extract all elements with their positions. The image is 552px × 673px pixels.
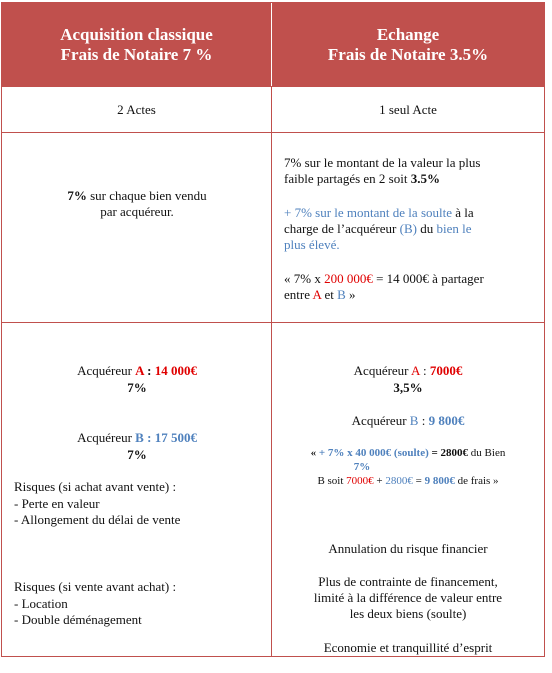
detail-classic-acqB-sep: : xyxy=(143,430,155,445)
detail-exchange-acqA-sep: : xyxy=(419,363,430,378)
header-exchange-subtitle: Frais de Notaire 3.5% xyxy=(327,44,489,64)
frais-exchange-eleve: plus élevé. xyxy=(284,237,340,252)
detail-exchange-acqB xyxy=(272,413,544,429)
frais-exchange-p2t3: du xyxy=(416,221,437,236)
frais-exchange-p2t1: à la xyxy=(452,205,474,220)
frais-exchange-soulte: + 7% sur le montant de la soulte xyxy=(284,205,452,220)
formula-l2-total: 9 800€ xyxy=(424,475,455,487)
frais-exchange-a: A xyxy=(312,287,322,302)
formula-l2-plus: + xyxy=(373,475,386,487)
risk2-item2: - Double déménagement xyxy=(14,612,142,627)
frais-classic-text1: sur chaque bien vendu xyxy=(86,188,207,203)
formula-open: « xyxy=(310,447,319,459)
frais-exchange-p3-line1 xyxy=(284,271,484,287)
contrainte-line2: limité à la différence de valeur entre xyxy=(313,590,503,605)
frais-exchange-p1-line2 xyxy=(284,171,440,187)
detail-classic-acqB-letter: B xyxy=(135,430,144,445)
frais-exchange-et: et xyxy=(321,287,338,302)
detail-exchange-acqA-value: 7000€ xyxy=(429,363,463,378)
detail-exchange-acqB-sep: : xyxy=(418,413,429,428)
frais-exchange-amount: 200 000€ xyxy=(324,271,373,286)
frais-exchange-p1-rate: 3.5% xyxy=(410,171,440,186)
frais-exchange-p3t3: entre xyxy=(284,287,313,302)
formula-l2-t1: B soit xyxy=(317,475,347,487)
frais-exchange-p3t2: = 14 000€ à partager xyxy=(372,271,484,286)
risk1-title: Risques (si achat avant vente) : xyxy=(14,479,177,494)
contrainte-line3: les deux biens (soulte) xyxy=(349,606,467,621)
risk2-item1: - Location xyxy=(14,596,68,611)
frais-exchange-p2-line1 xyxy=(284,205,474,221)
detail-classic-acqA-pct: 7% xyxy=(127,380,147,395)
frais-exchange-bletter: B xyxy=(337,287,346,302)
detail-exchange-acqB-value: 9 800€ xyxy=(428,413,465,428)
table-row-detail xyxy=(2,322,544,656)
detail-exchange-acqA xyxy=(272,363,544,379)
formula-l2-end: de frais » xyxy=(454,475,499,487)
detail-exchange-acqB-label: Acquéreur xyxy=(351,413,410,428)
frais-exchange-b: (B) xyxy=(399,221,417,236)
frais-exchange-p3end: » xyxy=(345,287,356,302)
cell-detail-classic xyxy=(2,323,272,656)
cell-actes-classic xyxy=(2,87,272,132)
risk2-title: Risques (si vente avant achat) : xyxy=(14,579,177,594)
detail-classic-acqA-value: 14 000€ xyxy=(154,363,197,378)
cell-actes-exchange xyxy=(272,87,544,132)
detail-classic-acqB-value: 17 500€ xyxy=(154,430,197,445)
formula-rest: du Bien xyxy=(468,447,506,459)
detail-classic-acqA-letter: A xyxy=(135,363,144,378)
frais-classic-line1 xyxy=(2,188,272,204)
detail-exchange-acqA-letter: A xyxy=(411,363,420,378)
actes-exchange-text: 1 seul Acte xyxy=(379,101,437,117)
detail-classic-acqB-label: Acquéreur xyxy=(77,430,136,445)
risk1-item1: - Perte en valeur xyxy=(14,496,100,511)
formula-result: = 2800€ xyxy=(428,447,469,459)
table-row-frais xyxy=(2,132,544,322)
risk1-item2: - Allongement du délai de vente xyxy=(14,512,181,527)
frais-exchange-bien: bien le xyxy=(436,221,472,236)
detail-classic-acqB xyxy=(2,430,272,446)
frais-exchange-p3t1: « 7% x xyxy=(284,271,325,286)
formula-l2-blue: 2800€ xyxy=(385,475,413,487)
frais-exchange-p2-line2 xyxy=(284,221,471,237)
frais-exchange-p2-line3 xyxy=(284,237,340,253)
header-classic-subtitle: Frais de Notaire 7 % xyxy=(60,44,213,64)
frais-exchange-p2t2: charge de l’acquéreur xyxy=(284,221,400,236)
actes-classic-text: 2 Actes xyxy=(117,101,156,117)
comparison-table xyxy=(1,2,545,657)
formula-soulte: + 7% x 40 000€ (soulte) xyxy=(318,447,429,459)
detail-classic-acqA-sep: : xyxy=(143,363,155,378)
header-classic xyxy=(2,3,272,86)
frais-classic-rate: 7% xyxy=(67,188,87,203)
cell-frais-classic xyxy=(2,133,272,322)
detail-exchange-acqA-label: Acquéreur xyxy=(353,363,412,378)
formula-l2-red: 7000€ xyxy=(346,475,374,487)
frais-classic-text2: par acquéreur. xyxy=(100,204,174,219)
frais-exchange-p1-line1 xyxy=(284,155,480,171)
detail-classic-acqA-label: Acquéreur xyxy=(77,363,136,378)
formula-line2 xyxy=(272,474,544,488)
frais-classic-line2 xyxy=(2,204,272,220)
cell-frais-exchange xyxy=(272,133,544,322)
detail-classic-acqB-pct: 7% xyxy=(127,447,147,462)
frais-exchange-p1a: 7% sur le montant de la valeur la plus xyxy=(284,155,481,170)
frais-exchange-p1b: faible partagés en 2 soit xyxy=(284,171,411,186)
detail-exchange-acqA-pct: 3,5% xyxy=(393,380,423,395)
formula-b7: 7% xyxy=(353,461,371,473)
formula-line1 xyxy=(272,446,544,460)
annulation-text: Annulation du risque financier xyxy=(328,541,488,556)
contrainte-line1: Plus de contrainte de financement, xyxy=(318,574,498,589)
detail-classic-acqA xyxy=(2,363,272,379)
table-row-actes xyxy=(2,86,544,132)
header-exchange-title: Echange xyxy=(376,24,440,44)
header-exchange xyxy=(272,3,544,86)
detail-exchange-acqB-letter: B xyxy=(409,413,419,428)
cell-detail-exchange xyxy=(272,323,544,656)
table-header-row xyxy=(2,3,544,86)
frais-exchange-p3-line2 xyxy=(284,287,356,303)
economie-text: Economie et tranquillité d’esprit xyxy=(323,640,493,655)
header-classic-title: Acquisition classique xyxy=(60,24,213,44)
formula-l2-eq: = xyxy=(412,475,425,487)
